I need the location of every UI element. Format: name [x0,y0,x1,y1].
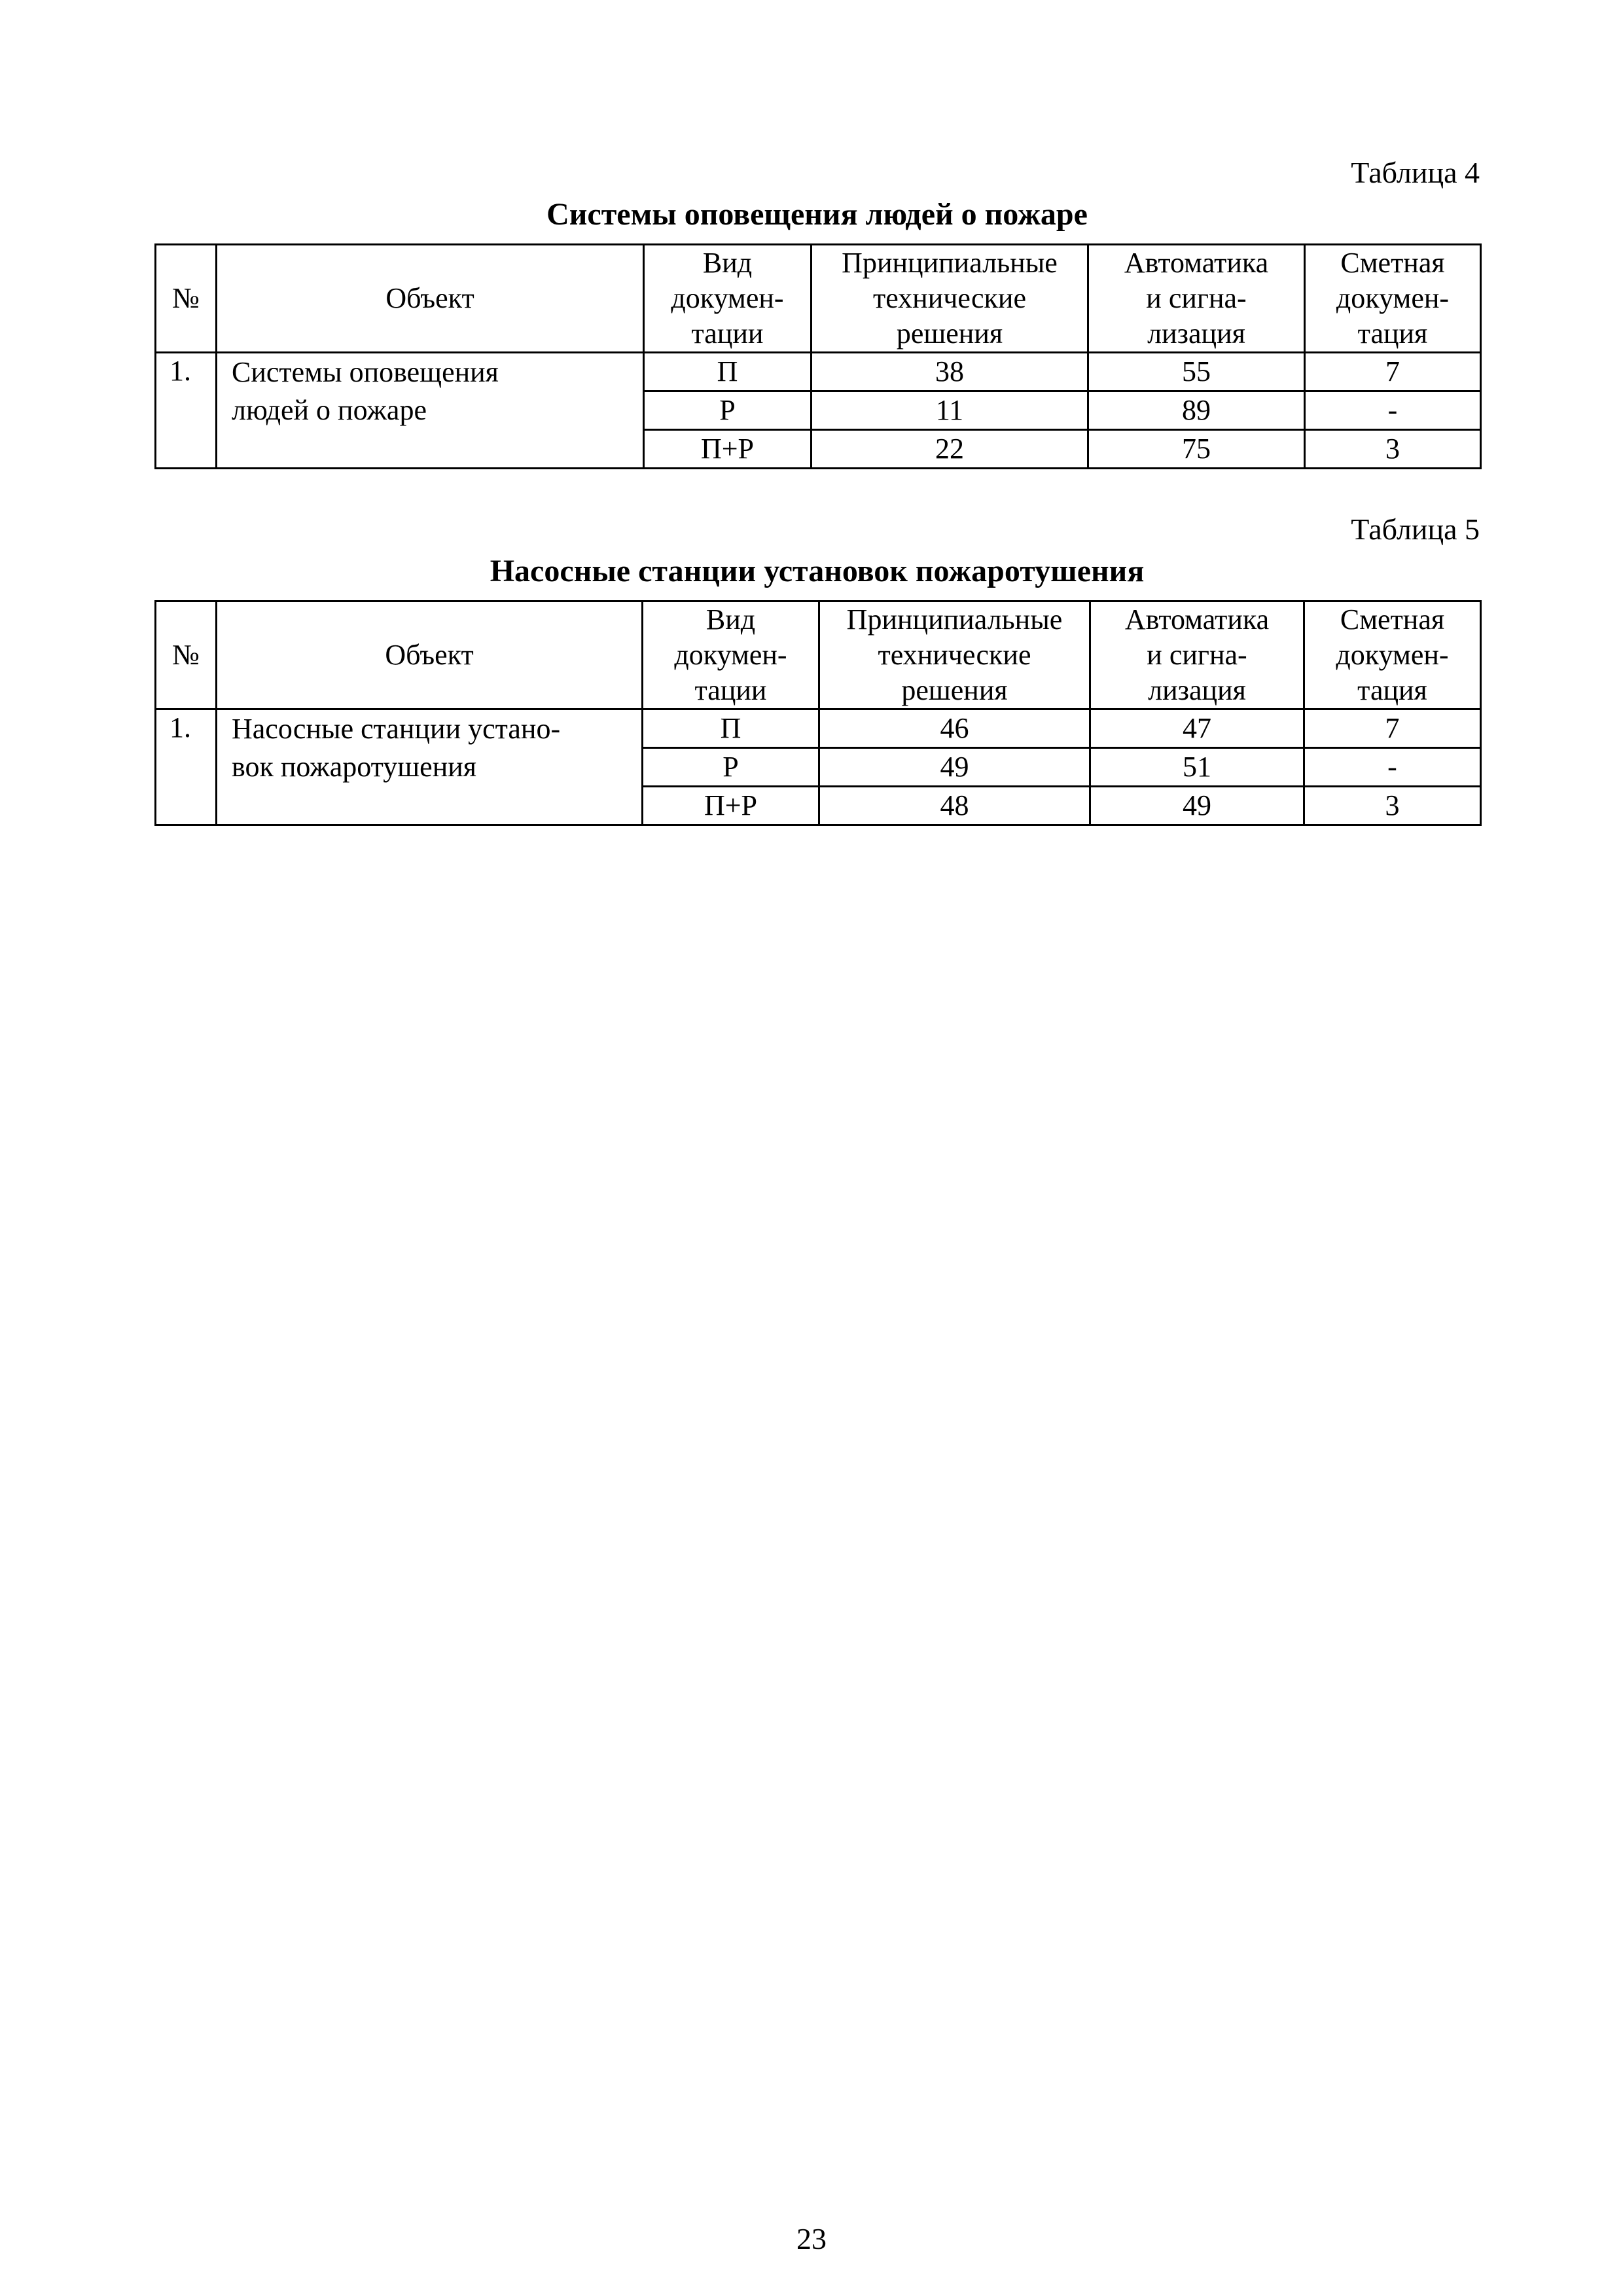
table-5-block [154,511,1480,826]
header-automation [1090,601,1304,709]
cell-principal: 22 [812,430,1088,469]
row-object [217,709,643,825]
cell-principal: 38 [812,353,1088,391]
cell-automation: 55 [1088,353,1305,391]
header-line: Вид [702,247,753,279]
page-number: 23 [796,2222,827,2255]
row-object [217,353,644,469]
table-caption: Таблица 4 [1351,156,1480,189]
header-line: технические [878,639,1031,671]
cell-automation: 89 [1088,391,1305,430]
cell-automation: 47 [1090,709,1304,748]
row-num: 1. [156,709,217,825]
header-automation [1088,245,1305,353]
cell-doc-type: П+Р [644,430,812,469]
cell-doc-type: П [644,353,812,391]
header-num: № [156,245,217,353]
header-line: Автоматика [1124,603,1270,636]
data-table [154,600,1482,826]
data-table [154,243,1482,469]
header-line: докумен- [1336,282,1450,314]
cell-principal: 49 [819,748,1090,787]
cell-estimate: 7 [1304,709,1481,748]
cell-doc-type: Р [643,748,819,787]
header-line: решения [896,317,1003,350]
table-caption: Таблица 5 [1351,512,1480,546]
cell-estimate: 3 [1305,430,1481,469]
table-4-block [154,154,1480,469]
row-num: 1. [156,353,217,469]
header-doc-type [643,601,819,709]
header-line: Принципиальные [842,247,1058,279]
header-line: и сигна- [1146,282,1247,314]
cell-doc-type: П [643,709,819,748]
header-object: Объект [217,245,644,353]
cell-principal: 48 [819,787,1090,825]
header-estimate [1305,245,1481,353]
header-line: докумен- [1336,639,1449,671]
cell-principal: 46 [819,709,1090,748]
cell-principal: 11 [812,391,1088,430]
cell-estimate: 7 [1305,353,1481,391]
header-principal [812,245,1088,353]
object-line: вок пожаротушения [232,751,477,783]
header-line: докумен- [671,282,784,314]
header-line: лизация [1148,674,1246,706]
header-line: и сигна- [1147,639,1247,671]
object-line: Насосные станции устано- [232,713,561,745]
header-principal [819,601,1090,709]
header-estimate [1304,601,1481,709]
cell-doc-type: Р [644,391,812,430]
cell-estimate: - [1305,391,1481,430]
table-title: Системы оповещения людей о пожаре [546,197,1088,232]
header-line: тации [694,674,767,706]
object-line: людей о пожаре [232,394,427,426]
header-line: Сметная [1340,603,1445,636]
header-line: Автоматика [1124,247,1269,279]
header-line: тация [1357,317,1428,350]
header-doc-type [644,245,812,353]
header-line: докумен- [674,639,787,671]
header-line: Вид [705,603,756,636]
table-header-row [156,245,1481,353]
header-line: тации [691,317,764,350]
header-num: № [156,601,217,709]
object-line: Системы оповещения [232,356,499,388]
header-line: лизация [1147,317,1245,350]
header-object: Объект [217,601,643,709]
cell-automation: 49 [1090,787,1304,825]
table-header-row [156,601,1481,709]
cell-doc-type: П+Р [643,787,819,825]
table-row [156,709,1481,748]
header-line: решения [901,674,1008,706]
header-line: технические [872,282,1026,314]
header-line: Сметная [1340,247,1445,279]
header-line: тация [1357,674,1427,706]
header-line: Принципиальные [846,603,1063,636]
table-title: Насосные станции установок пожаротушения [490,554,1145,588]
cell-estimate: 3 [1304,787,1481,825]
cell-estimate: - [1304,748,1481,787]
cell-automation: 75 [1088,430,1305,469]
table-row [156,353,1481,391]
cell-automation: 51 [1090,748,1304,787]
